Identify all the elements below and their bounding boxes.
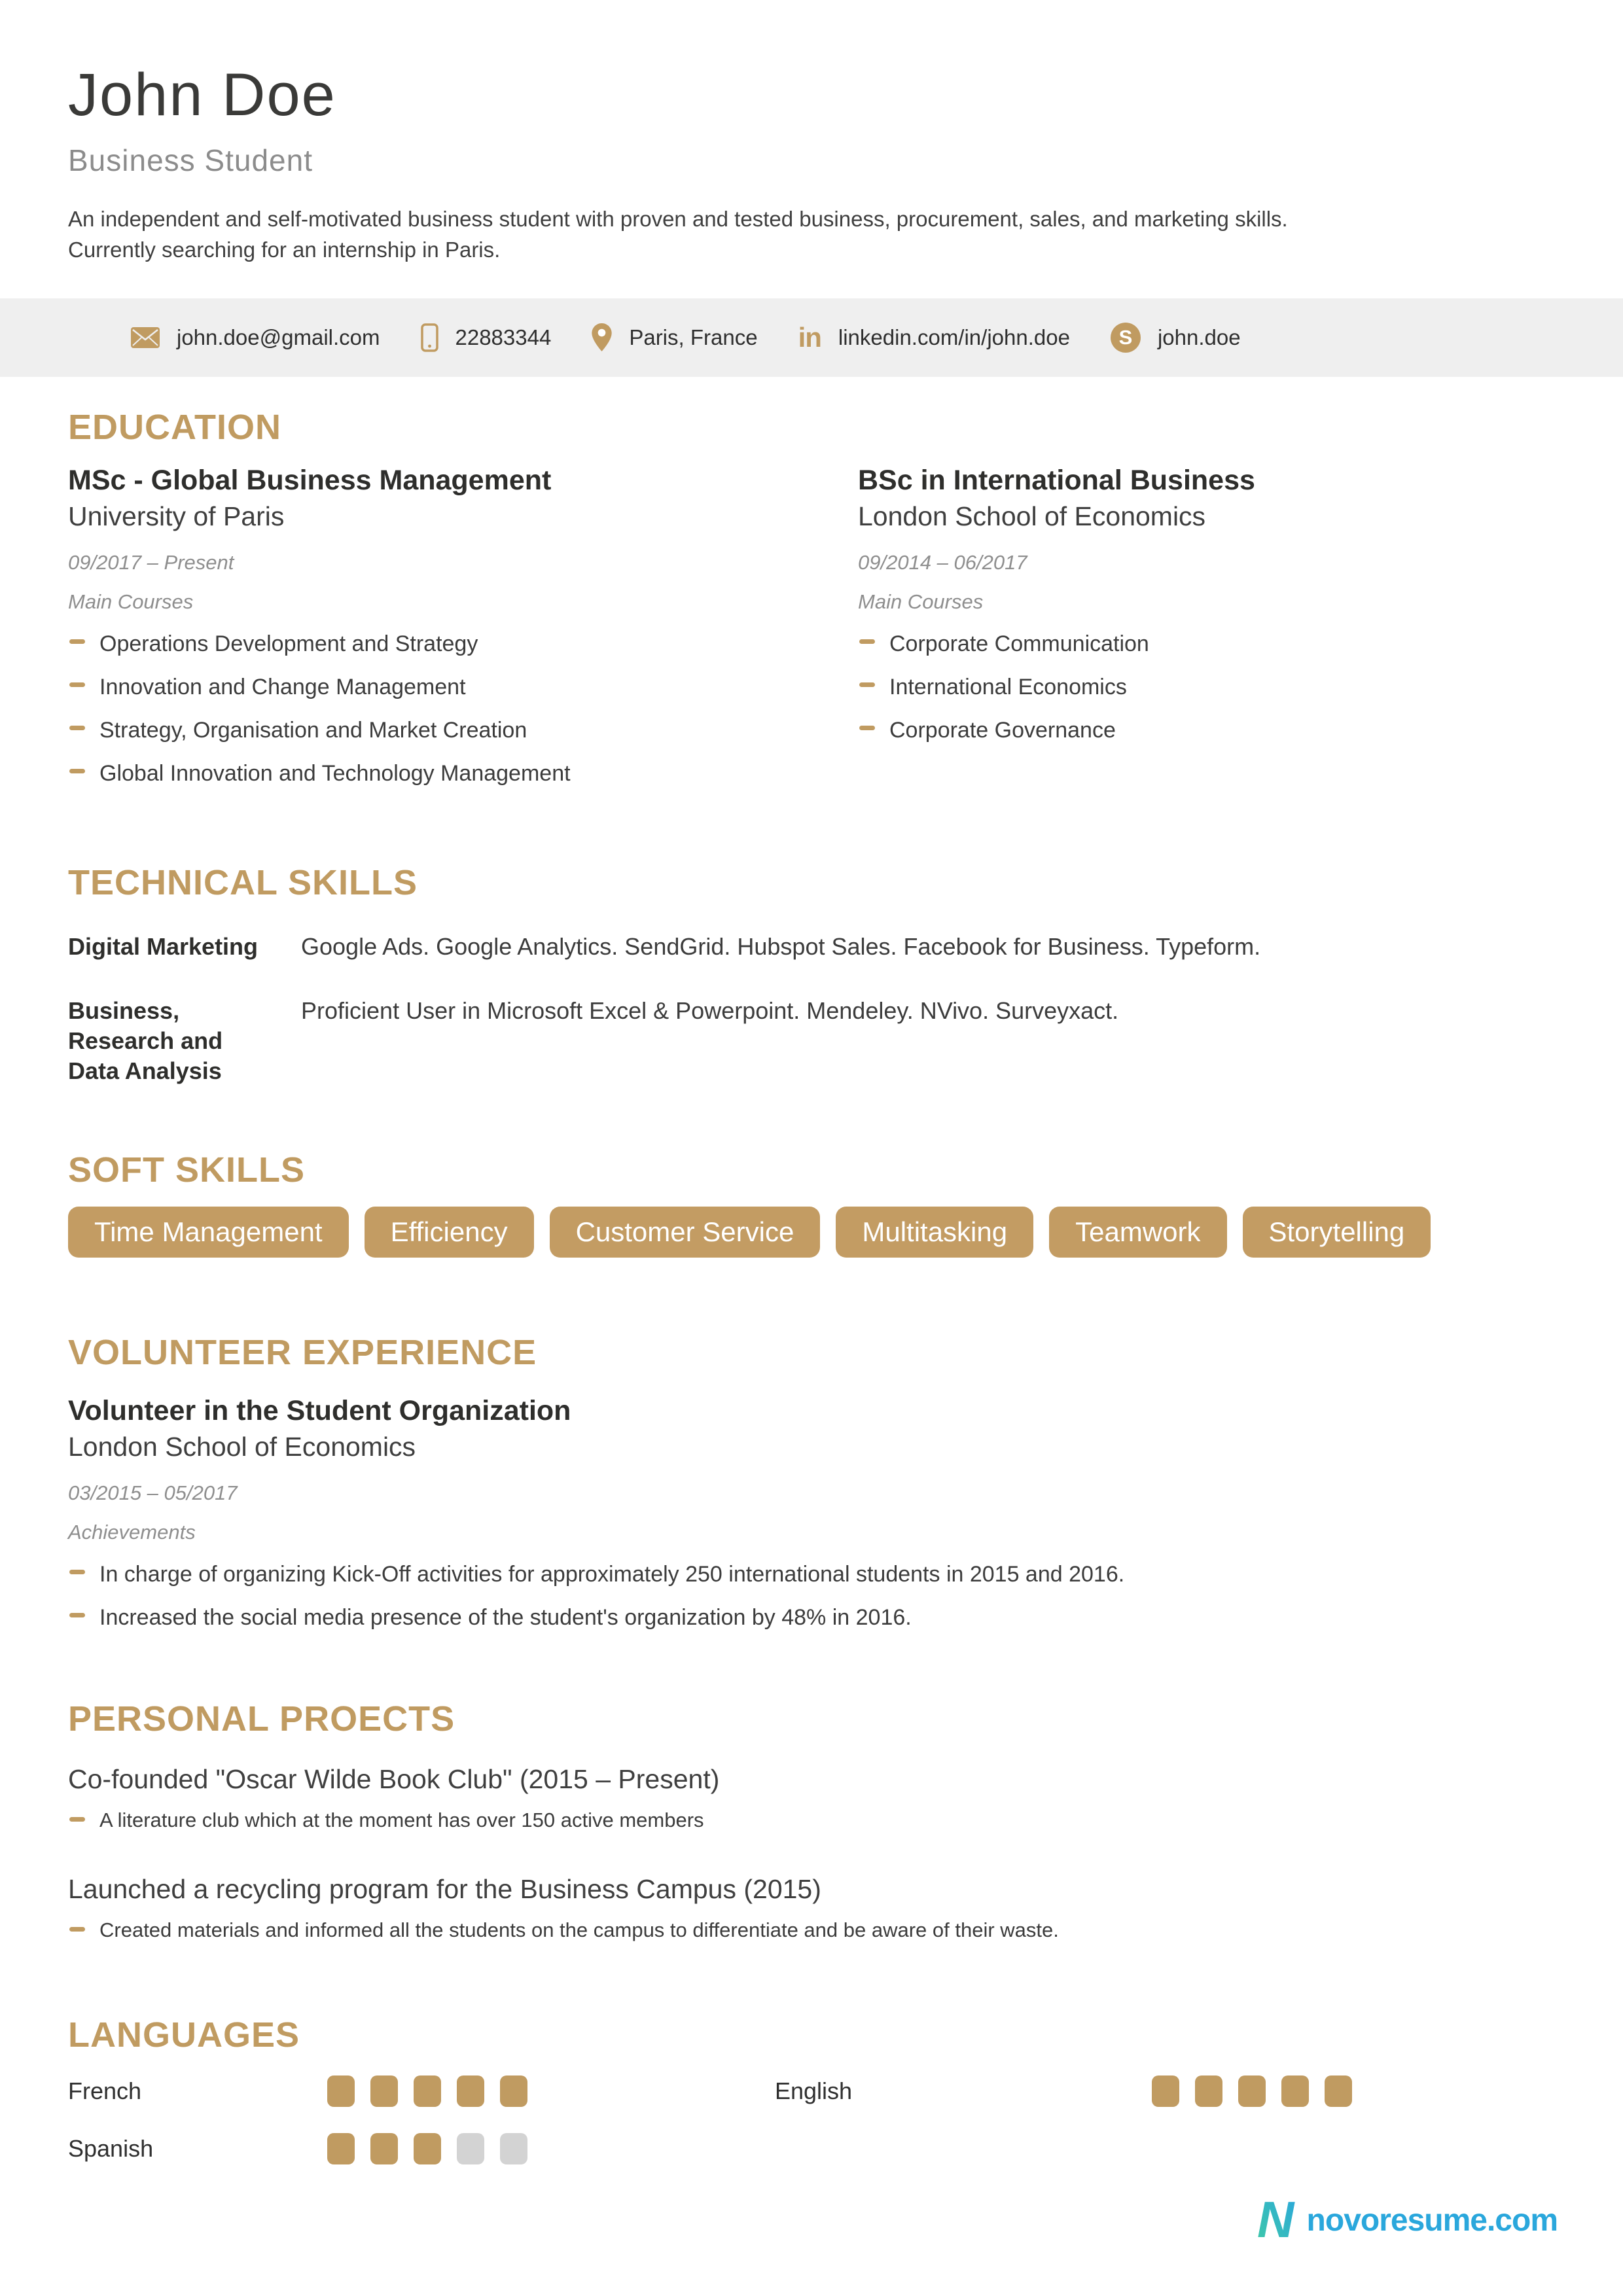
section-personal-projects [68, 1700, 1555, 1943]
email-icon [131, 327, 160, 348]
degree-title: MSc - Global Business Management [68, 465, 552, 497]
section-languages [68, 2016, 1555, 2164]
volunteer-role: Volunteer in the Student Organization [68, 1395, 571, 1427]
project-entry [68, 1875, 1555, 1943]
contact-skype[interactable] [1111, 323, 1241, 353]
language-level-square [1152, 2075, 1179, 2107]
project-detail: Created materials and informed all the students on the campus to differentiate and be aware of their waste. [68, 1918, 1555, 1943]
achievements-label: Achievements [68, 1520, 196, 1544]
education-entry [68, 465, 858, 786]
achievement-item: Increased the social media presence of the student's organization by 48% in 2016. [68, 1604, 1555, 1631]
language-name: French [68, 2077, 142, 2105]
skype-icon: S [1111, 323, 1141, 353]
summary-text: An independent and self-motivated business student with proven and tested business, procurement, sales, and marketing skills. Currently searching for an internship in Paris. [68, 207, 1288, 262]
soft-skill-chip: Teamwork [1049, 1207, 1226, 1258]
section-technical-skills [68, 864, 1555, 1086]
contact-email-value: john.doe@gmail.com [177, 325, 380, 349]
language-level-square [1281, 2075, 1309, 2107]
novoresume-n-icon [1257, 2194, 1300, 2246]
soft-skills-chips [68, 1207, 1555, 1258]
course-item: Strategy, Organisation and Market Creation [68, 717, 858, 743]
courses-label: Main Courses [68, 590, 194, 613]
language-level-square [1325, 2075, 1352, 2107]
soft-skill-chip: Multitasking [836, 1207, 1033, 1258]
person-job-title: Business Student [68, 143, 313, 178]
courses-list [858, 631, 1555, 743]
contact-skype-value: john.doe [1157, 325, 1241, 349]
soft-skills-heading: SOFT SKILLS [68, 1150, 305, 1190]
projects-heading: PERSONAL PROECTS [68, 1699, 455, 1739]
language-row-spanish [68, 2133, 775, 2164]
language-level-square [370, 2075, 398, 2107]
contact-linkedin[interactable] [798, 321, 1070, 353]
language-name: Spanish [68, 2135, 154, 2163]
course-item: Global Innovation and Technology Management [68, 760, 858, 786]
language-level-square [327, 2133, 355, 2164]
project-detail: A literature club which at the moment has over 150 active members [68, 1809, 1555, 1833]
resume-body [0, 408, 1623, 2164]
courses-list [68, 631, 858, 786]
section-volunteer-experience [68, 1333, 1555, 1631]
soft-skill-chip: Storytelling [1243, 1207, 1431, 1258]
section-education [68, 408, 1555, 786]
language-name: English [775, 2077, 853, 2105]
contact-phone[interactable] [421, 323, 552, 352]
location-pin-icon [592, 323, 612, 351]
contact-bar [0, 298, 1623, 377]
education-dates: 09/2014 – 06/2017 [858, 550, 1027, 574]
soft-skill-chip: Customer Service [550, 1207, 821, 1258]
technical-skills-heading: TECHNICAL SKILLS [68, 863, 418, 903]
education-heading: EDUCATION [68, 407, 281, 447]
language-level-square [414, 2075, 441, 2107]
contact-location[interactable] [592, 323, 757, 351]
contact-location-value: Paris, France [629, 325, 758, 349]
skill-category-label: Digital Marketing [68, 932, 259, 960]
language-level-french [327, 2075, 527, 2107]
contact-email[interactable] [131, 325, 380, 350]
section-soft-skills [68, 1151, 1555, 1258]
course-item: International Economics [858, 674, 1555, 700]
skill-category-label: Business, Research and Data Analysis [68, 997, 223, 1085]
education-entry [858, 465, 1555, 786]
skill-category-text: Google Ads. Google Analytics. SendGrid. Hubspot Sales. Facebook for Business. Typeform. [301, 932, 1261, 960]
languages-heading: LANGUAGES [68, 2015, 300, 2055]
contact-linkedin-value: linkedin.com/in/john.doe [838, 325, 1070, 349]
technical-skills-table [68, 932, 1555, 1087]
volunteer-organization: London School of Economics [68, 1431, 416, 1462]
project-title: Co-founded "Oscar Wilde Book Club" (2015 – Present) [68, 1764, 720, 1795]
header [0, 0, 1623, 266]
svg-text:N: N [1257, 2194, 1294, 2246]
project-entry [68, 1765, 1555, 1833]
course-item: Operations Development and Strategy [68, 631, 858, 657]
language-level-square [1195, 2075, 1222, 2107]
language-row-french [68, 2075, 775, 2107]
volunteer-dates: 03/2015 – 05/2017 [68, 1481, 238, 1504]
course-item: Corporate Communication [858, 631, 1555, 657]
project-title: Launched a recycling program for the Business Campus (2015) [68, 1874, 821, 1904]
course-item: Corporate Governance [858, 717, 1555, 743]
achievements-list [68, 1561, 1555, 1631]
education-columns [68, 465, 1555, 786]
language-level-square [457, 2075, 484, 2107]
language-level-square [414, 2133, 441, 2164]
language-row-english [775, 2075, 1555, 2107]
languages-grid [68, 2075, 1555, 2164]
volunteer-heading: VOLUNTEER EXPERIENCE [68, 1332, 537, 1372]
course-item: Innovation and Change Management [68, 674, 858, 700]
language-level-spanish [327, 2133, 527, 2164]
language-level-square [327, 2075, 355, 2107]
novoresume-logo[interactable] [1257, 2194, 1558, 2246]
school-name: University of Paris [68, 501, 285, 531]
language-level-square [500, 2133, 527, 2164]
language-level-square [500, 2075, 527, 2107]
language-level-english [1152, 2075, 1352, 2107]
person-name: John Doe [68, 62, 336, 128]
language-level-square [370, 2133, 398, 2164]
contact-phone-value: 22883344 [455, 325, 552, 349]
skill-category-text: Proficient User in Microsoft Excel & Powerpoint. Mendeley. NVivo. Surveyxact. [301, 997, 1119, 1025]
novoresume-logo-text: novoresume.com [1306, 2202, 1558, 2238]
achievement-item: In charge of organizing Kick-Off activities for approximately 250 international students in 2015 and 2016. [68, 1561, 1555, 1587]
education-dates: 09/2017 – Present [68, 550, 234, 574]
courses-label: Main Courses [858, 590, 984, 613]
phone-icon [421, 323, 438, 352]
language-level-square [1238, 2075, 1266, 2107]
soft-skill-chip: Time Management [68, 1207, 349, 1258]
language-level-square [457, 2133, 484, 2164]
degree-title: BSc in International Business [858, 465, 1255, 497]
school-name: London School of Economics [858, 501, 1206, 531]
linkedin-icon: in [798, 321, 821, 353]
soft-skill-chip: Efficiency [365, 1207, 534, 1258]
